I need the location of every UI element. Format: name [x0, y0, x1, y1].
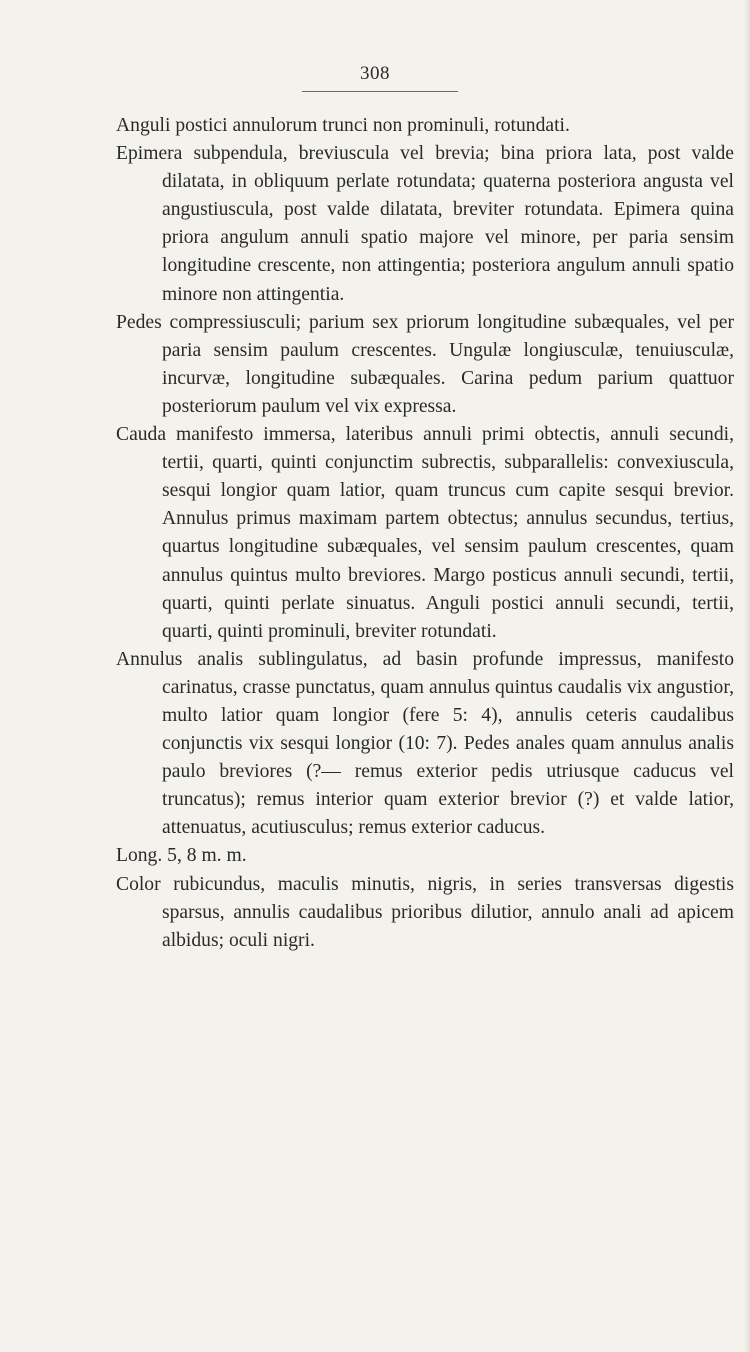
- paragraph-longitudo: Long. 5, 8 m. m.: [116, 845, 247, 867]
- paragraph-color: Color rubicundus, maculis minutis, nigris, in series transversas digestis sparsus, annulis caudalibus prioribus dilutior, annulo anali ad apicem albidus; oculi nigri.: [116, 873, 734, 951]
- paragraph-cauda: Cauda manifesto immersa, lateribus annuli primi obtectis, annuli secundi, tertii, quarti, quinti conjunctim subrectis, subparallelis: convexiuscula, sesqui longior quam latior, quam truncus cum capite sesqui brevior. Annulus primus maximam partem obtectus; annulus secundus, tertius, quartus longitudine subæquales, vel sensim paulum crescentes, quam annulus quintus multo breviores. Margo posticus annuli secundi, tertii, quarti, quinti perlate sinuatus. Anguli postici annuli secundi, tertii, quarti, quinti prominuli, breviter rotundati.: [116, 424, 734, 642]
- body-text: [116, 112, 734, 955]
- paragraph-epimera: Epimera subpendula, breviuscula vel brevia; bina priora lata, post valde dilatata, in obliquum perlate rotundata; quaterna posteriora angusta vel angustiuscula, post valde dilatata, breviter rotundata. Epimera quina priora angulum annuli spatio majore vel minore, per paria sensim longitudine crescente, non attingentia; posteriora angulum annuli spatio minore non attingentia.: [116, 143, 734, 305]
- page-edge-shadow: [744, 0, 750, 1352]
- paragraph-anguli: Anguli postici annulorum trunci non prominuli, rotundati.: [116, 115, 570, 136]
- page-number: 308: [360, 63, 390, 84]
- paragraph-annulus-analis: Annulus analis sublingulatus, ad basin profunde impressus, manifesto carinatus, crasse punctatus, quam annulus quintus caudalis vix angustior, multo latior quam longior (fere 5: 4), annulis ceteris caudalibus conjunctis vix sesqui longior (10: 7). Pedes anales quam annulus analis paulo breviores (?— remus exterior pedis utriusque caducus vel truncatus); remus interior quam exterior brevior (?) et valde latior, attenuatus, acutiusculus; remus exterior caducus.: [116, 648, 734, 839]
- header-rule: [302, 91, 458, 92]
- paragraph-pedes: Pedes compressiusculi; parium sex priorum longitudine subæquales, vel per paria sensim paulum crescentes. Ungulæ longiusculæ, tenuiusculæ, incurvæ, longitudine subæquales. Carina pedum parium quattuor posteriorum paulum vel vix expressa.: [116, 311, 734, 417]
